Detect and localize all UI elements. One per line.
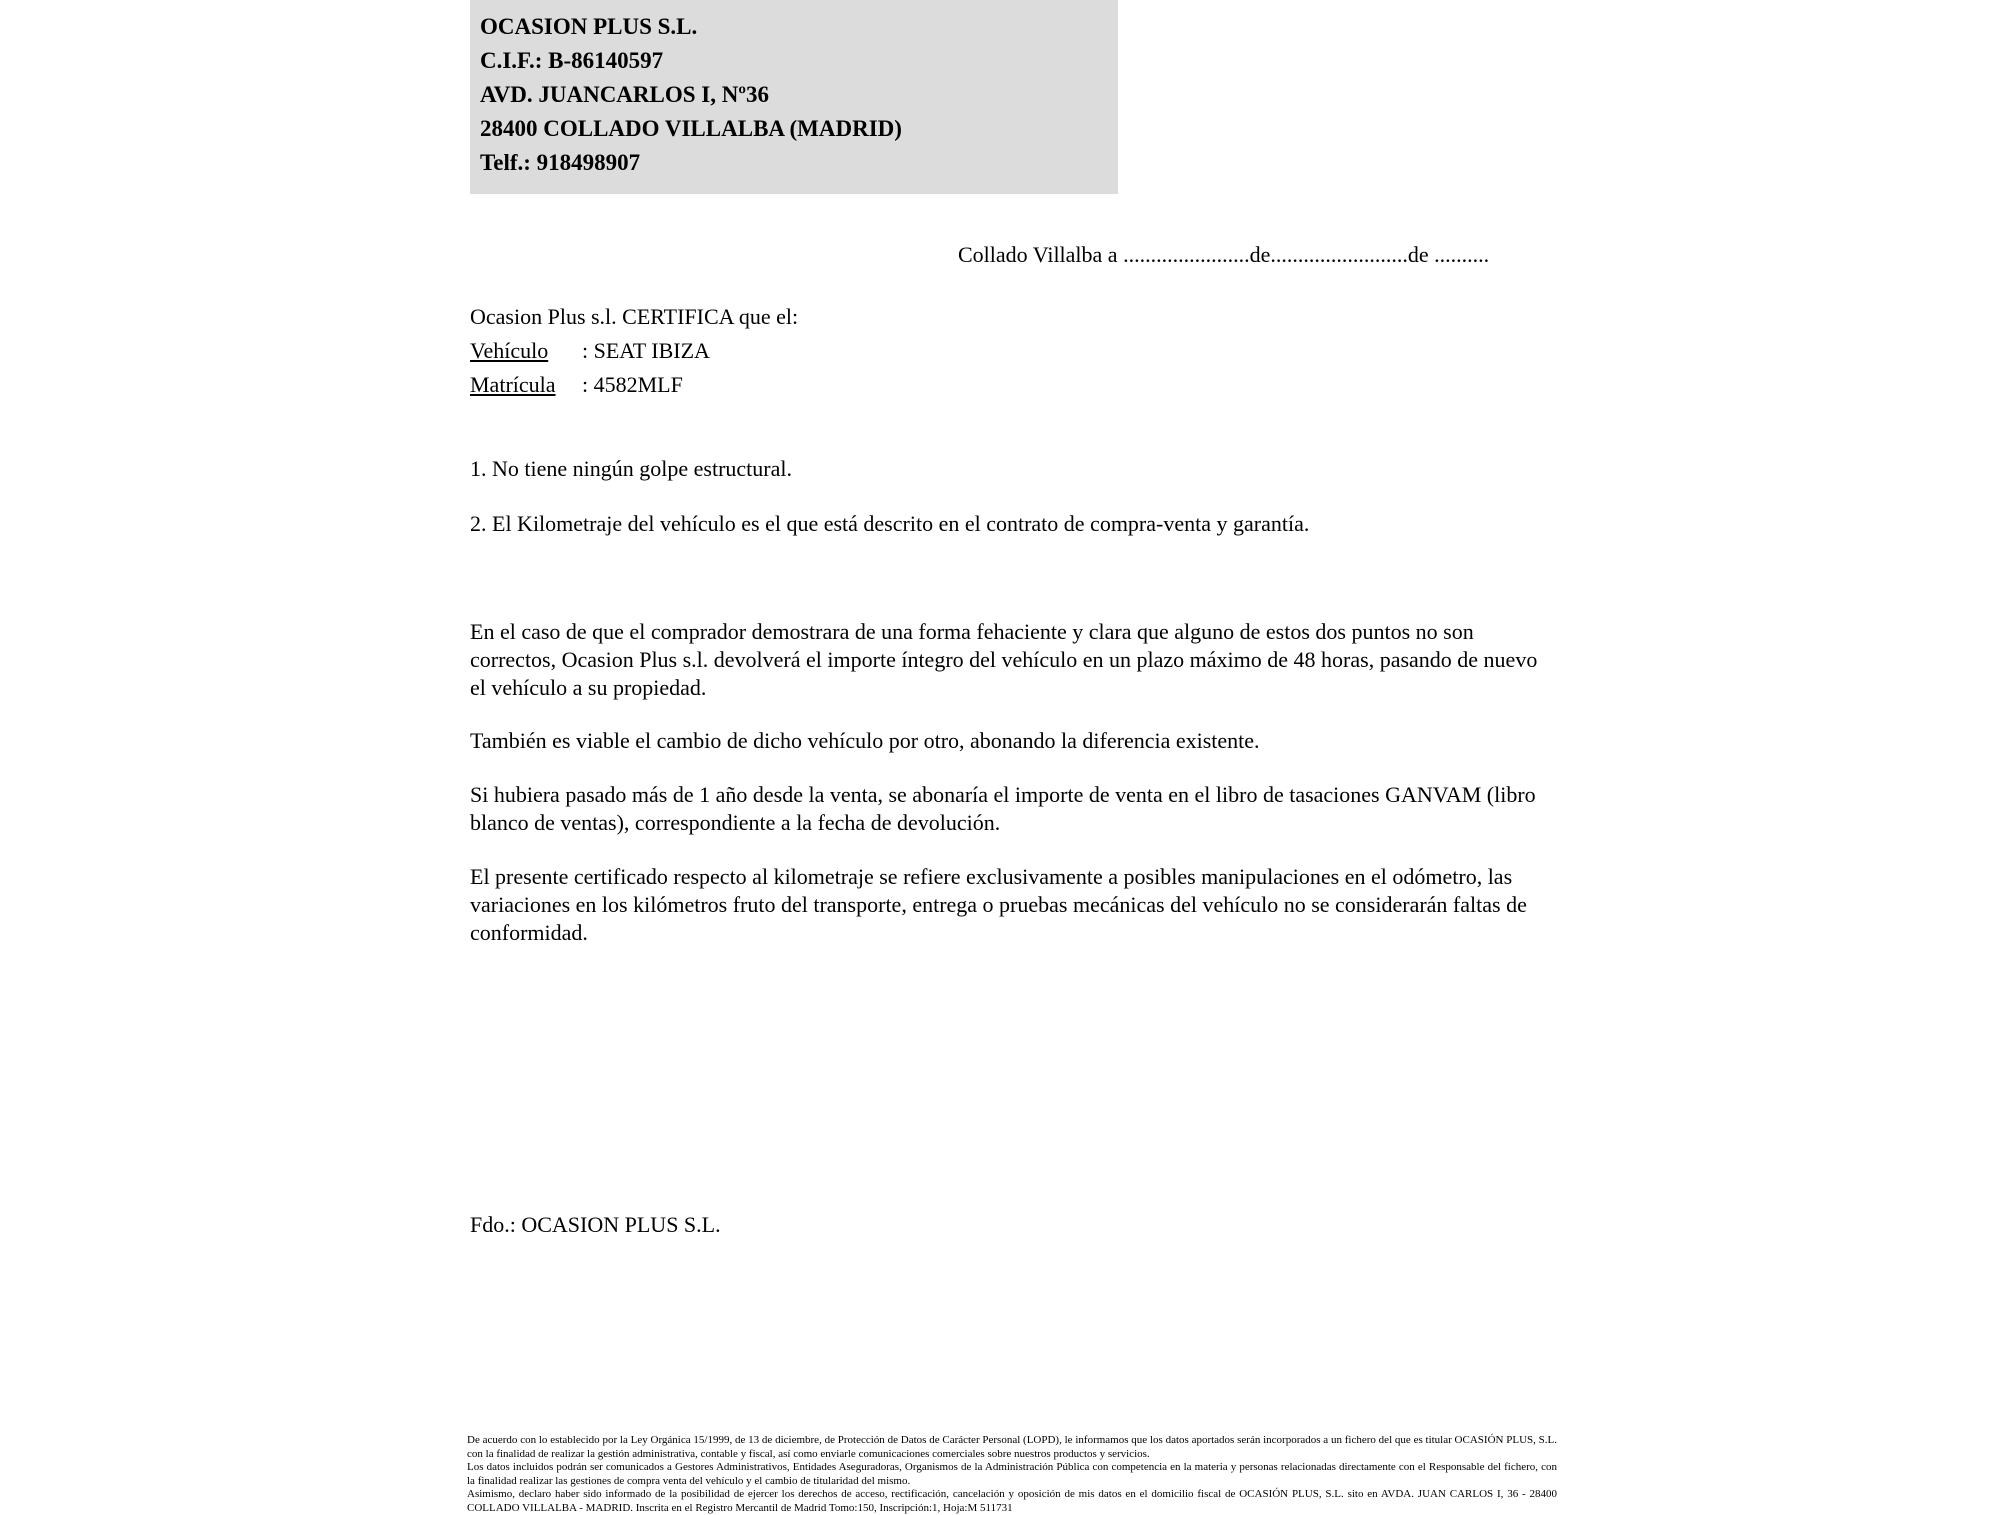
point-1: 1. No tiene ningún golpe estructural. (470, 456, 792, 481)
certify-block (470, 300, 1550, 402)
paragraph-ganvam: Si hubiera pasado más de 1 año desde la venta, se abonaría el importe de venta en el libro de tasaciones GANVAM (libro blanco de ventas), correspondiente a la fecha de devolución. (470, 782, 1536, 835)
paragraph-refund: En el caso de que el comprador demostrara de una forma fehaciente y clara que alguno de estos dos puntos no son correctos, Ocasion Plus s.l. devolverá el importe íntegro del vehículo en un plazo máximo de 48 horas, pasando de nuevo el vehículo a su propiedad. (470, 619, 1538, 700)
date-line: Collado Villalba a .......................de.........................de .......... (958, 242, 1490, 267)
point-2: 2. El Kilometraje del vehículo es el que está descrito en el contrato de compra-venta y garantía. (470, 511, 1310, 536)
signature-line: Fdo.: OCASION PLUS S.L. (470, 1212, 721, 1237)
legal-paragraph-rights: Asimismo, declaro haber sido informado de la posibilidad de ejercer los derechos de acceso, rectificación, cancelación y oposición de mis datos en el domicilio fiscal de OCASIÓN PLUS, S.L. sito en AVDA. JUAN CARLOS I, 36 - 28400 COLLADO VILLALBA - MADRID. Inscrita en el Registro Mercantil de Madrid Tomo:150, Inscripción:1, Hoja:M 511731 (467, 1488, 1557, 1514)
company-address: AVD. JUANCARLOS I, Nº36 (480, 82, 769, 107)
body-paragraphs (470, 618, 1550, 973)
paragraph-exchange: También es viable el cambio de dicho vehículo por otro, abonando la diferencia existente. (470, 728, 1260, 753)
vehicle-label: Vehículo (470, 338, 549, 363)
plate-value: : 4582MLF (582, 372, 683, 397)
legal-footer (467, 1434, 1557, 1515)
legal-paragraph-data-sharing: Los datos incluidos podrán ser comunicados a Gestores Administrativos, Entidades Aseguradoras, Organismos de la Administración Pública con competencia en la materia y personas relacionadas directamente con el Responsable del fichero, con la finalidad realizar las gestiones de compra venta del vehículo y el cambio de titularidad del mismo. (467, 1461, 1557, 1487)
paragraph-odometer: El presente certificado respecto al kilometraje se refiere exclusivamente a posibles manipulaciones en el odómetro, las variaciones en los kilómetros fruto del transporte, entrega o pruebas mecánicas del vehículo no se considerarán faltas de conformidad. (470, 864, 1527, 945)
plate-line (470, 368, 1550, 402)
company-phone: Telf.: 918498907 (480, 150, 641, 175)
company-cif: C.I.F.: B-86140597 (480, 48, 664, 73)
vehicle-value: : SEAT IBIZA (582, 338, 710, 363)
company-city: 28400 COLLADO VILLALBA (MADRID) (480, 116, 902, 141)
company-header-box (470, 0, 1118, 194)
vehicle-line (470, 334, 1550, 368)
plate-label: Matrícula (470, 372, 556, 397)
certify-intro: Ocasion Plus s.l. CERTIFICA que el: (470, 304, 799, 329)
company-name: OCASION PLUS S.L. (480, 14, 698, 39)
legal-paragraph-lopd: De acuerdo con lo establecido por la Ley Orgánica 15/1999, de 13 de diciembre, de Protección de Datos de Carácter Personal (LOPD), le informamos que los datos aportados serán incorporados a un fichero del que es titular OCASIÓN PLUS, S.L. con la finalidad de realizar la gestión administrativa, contable y fiscal, así como enviarle comunicaciones comerciales sobre nuestros productos y servicios. (467, 1434, 1557, 1460)
points-block (470, 455, 1560, 565)
